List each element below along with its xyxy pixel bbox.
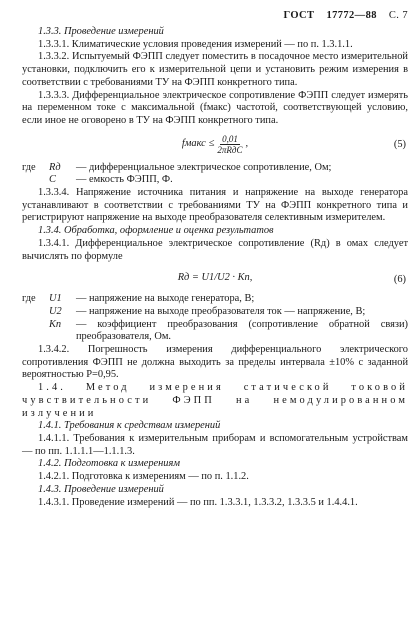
formula-5 <box>22 128 408 162</box>
header-standard: ГОСТ <box>283 10 315 21</box>
heading-1-4-3: 1.4.3. Проведение измерений <box>38 483 164 495</box>
def-symbol-kp: Kп <box>49 318 62 330</box>
heading-1-4-1: 1.4.1. Требования к средствам измерений <box>38 420 221 432</box>
header-number: 17772—88 <box>326 10 377 21</box>
paragraph-1-3-4-2: 1.3.4.2. Погрешность измерения дифференциального электрического сопротивления ФЭПП не должна выходить за пределы интервала ±10% с заданной вероятностью P=0,95. <box>22 344 408 381</box>
paragraph-1-3-4-1: 1.3.4.1. Дифференциальное электрическое сопротивление (Rд) в омах следует вычислять по формуле <box>22 237 408 262</box>
def-symbol-u1: U1 <box>49 293 62 305</box>
formula-5-denominator: 2πRдC <box>217 145 243 156</box>
formula-6-definitions <box>22 293 408 344</box>
heading-1-3-3: 1.3.3. Проведение измерений <box>38 26 164 37</box>
def-symbol-rd: Rд <box>49 161 61 173</box>
paragraph-1-4-1-1: 1.4.1.1. Требования к измерительным приборам и вспомогательным устройствам — по пп. 1.1.1.1—1.1.1.3. <box>22 432 408 457</box>
heading-1-3-4: 1.3.4. Обработка, оформление и оценка результатов <box>38 225 274 237</box>
def-symbol-u2: U2 <box>49 305 62 317</box>
formula-5-definitions <box>22 162 408 187</box>
formula-5-tail: , <box>245 138 249 150</box>
def-text-rd: — дифференциальное электрическое сопротивление, Ом; <box>76 161 332 173</box>
paragraph-1-3-3-3: 1.3.3.3. Дифференциальное электрическое сопротивление ФЭПП следует измерять на переменном токе с максимальной (fмакс) частотой, соответствующей условию, если иное не оговорено в ТУ на ФЭПП конкретного типа. <box>22 89 408 126</box>
formula-6-number: (6) <box>393 274 406 286</box>
def-text-kp: — коэффициент преобразования (сопротивление обратной связи) преобразователя, Ом. <box>76 318 408 343</box>
paragraph-1-4-2-1: 1.4.2.1. Подготовка к измерениям — по п. 1.1.2. <box>38 471 249 483</box>
formula-5-numerator: 0,01 <box>222 134 238 145</box>
where-label-2: где <box>22 293 36 305</box>
paragraph-1-4-3-1: 1.4.3.1. Проведение измерений — по пп. 1.3.3.1, 1.3.3.2, 1.3.3.5 и 1.4.4.1. <box>38 496 358 508</box>
formula-5-lhs: fмакс <box>181 138 206 150</box>
paragraph-1-3-3-4: 1.3.3.4. Напряжение источника питания и напряжение на выходе генератора устанавливают в соответствии с требованиями ТУ на ФЭПП конкретного типа и регистрируют напряжение на выходе преобразователя селективным измерителем. <box>22 187 408 224</box>
formula-5-number: (5) <box>393 138 406 150</box>
def-symbol-c: C <box>49 174 56 186</box>
section-1-4-title: 1.4. Метод измерения статической токовой чувствительности ФЭПП на немодулированном излучении <box>22 382 408 419</box>
def-text-c: — емкость ФЭПП, Ф. <box>76 174 173 186</box>
formula-5-le: ≤ <box>208 138 215 150</box>
heading-1-4-2: 1.4.2. Подготовка к измерениям <box>38 458 180 470</box>
paragraph-1-3-3-1: 1.3.3.1. Климатические условия проведения измерений — по п. 1.3.1.1. <box>38 38 353 50</box>
def-text-u1: — напряжение на выходе генератора, В; <box>76 293 255 305</box>
formula-5-expression <box>182 134 248 155</box>
where-label: где <box>22 161 36 173</box>
formula-5-fraction <box>217 134 242 155</box>
def-text-u2: — напряжение на выходе преобразователя ток — напряжение, В; <box>76 305 366 317</box>
formula-6 <box>22 263 408 293</box>
document-body <box>22 20 408 509</box>
formula-6-expression: Rд = U1/U2 · Kп, <box>177 271 253 283</box>
header-page: С. 7 <box>388 10 408 21</box>
paragraph-1-3-3-2: 1.3.3.2. Испытуемый ФЭПП следует поместить в посадочное место измерительной установки, подключить его к измерительной цепи и установить режим измерения в соответствии с требованиями ТУ на ФЭПП конкретного типа. <box>22 51 408 88</box>
